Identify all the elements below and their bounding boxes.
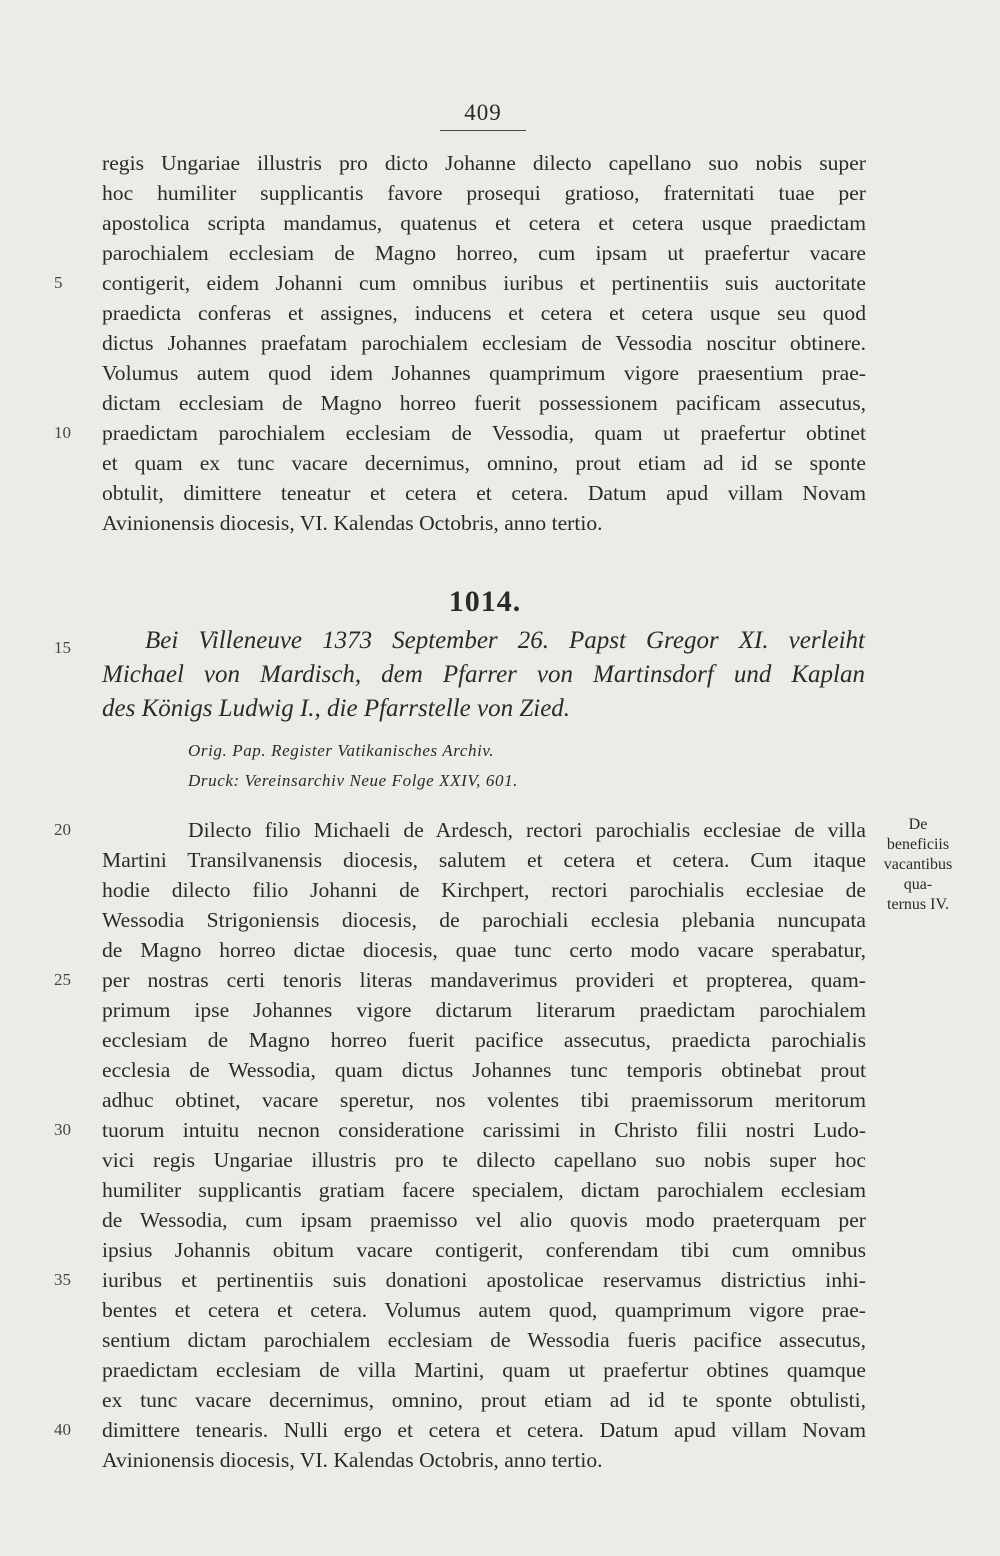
regest-line: Michael von Mardisch, dem Pfarrer von Martinsdorf und Kaplan [102, 661, 865, 688]
margin-note-line: vacantibus [883, 856, 953, 873]
text-line: praedictam parochialem ecclesiam de Vessodia, quam ut praefertur obtinet [102, 421, 866, 445]
text-line: adhuc obtinet, vacare speretur, nos volentes tibi praemissorum meritorum [102, 1088, 866, 1112]
text-line: de Magno horreo dictae diocesis, quae tunc certo modo vacare sperabatur, [102, 938, 866, 962]
text-line: ex tunc vacare decernimus, omnino, prout etiam ad id te sponte obtulisti, [102, 1388, 866, 1412]
line-number: 20 [54, 820, 71, 839]
document-number: 1014. [448, 585, 522, 618]
margin-note-line: qua- [903, 876, 933, 893]
text-line: apostolica scripta mandamus, quatenus et cetera et cetera usque praedictam [102, 211, 866, 235]
margin-note-line: ternus IV. [887, 896, 949, 913]
regest-line: des Königs Ludwig I., die Pfarrstelle von Zied. [102, 695, 571, 722]
text-line: ecclesiam de Magno horreo fuerit pacifice assecutus, praedicta parochialis [102, 1028, 866, 1052]
text-line: humiliter supplicantis gratiam facere specialem, dictam parochialem ecclesiam [102, 1178, 866, 1202]
text-line: sentium dictam parochialem ecclesiam de Wessodia fueris pacifice assecutus, [102, 1328, 866, 1352]
text-line: obtulit, dimittere teneatur et cetera et cetera. Datum apud villam Novam [102, 481, 866, 505]
margin-note-line: De [908, 816, 928, 833]
line-number: 15 [54, 638, 71, 657]
text-line: primum ipse Johannes vigore dictarum literarum praedictam parochialem [102, 998, 866, 1022]
line-number: 35 [54, 1270, 71, 1289]
text-line: contigerit, eidem Johanni cum omnibus iuribus et pertinentiis suis auctoritate [102, 271, 866, 295]
text-line: Martini Transilvanensis diocesis, salutem et cetera et cetera. Cum itaque [102, 848, 866, 872]
text-line: vici regis Ungariae illustris pro te dilecto capellano suo nobis super hoc [102, 1148, 866, 1172]
text-line: per nostras certi tenoris literas mandaverimus provideri et propterea, quam- [102, 968, 866, 992]
text-line: de Wessodia, cum ipsam praemisso vel alio quovis modo praeterquam per [102, 1208, 866, 1232]
text-line: hodie dilecto filio Johanni de Kirchpert, rectori parochialis ecclesiae de [102, 878, 866, 902]
text-line: Avinionensis diocesis, VI. Kalendas Octobris, anno tertio. [102, 1448, 603, 1472]
margin-note [870, 815, 966, 915]
line-number: 10 [54, 423, 71, 442]
line-number: 30 [54, 1120, 71, 1139]
text-line: dictus Johannes praefatam parochialem ecclesiam de Vessodia noscitur obtinere. [102, 331, 866, 355]
text-line: Avinionensis diocesis, VI. Kalendas Octobris, anno tertio. [102, 511, 603, 535]
text-line: tuorum intuitu necnon consideratione carissimi in Christo filii nostri Ludo- [102, 1118, 866, 1142]
text-line: ecclesia de Wessodia, quam dictus Johannes tunc temporis obtinebat prout [102, 1058, 866, 1082]
text-line: praedictam ecclesiam de villa Martini, quam ut praefertur obtines quamque [102, 1358, 866, 1382]
text-line: hoc humiliter supplicantis favore prosequi gratioso, fraternitati tuae per [102, 181, 866, 205]
text-line: praedicta conferas et assignes, inducens et cetera et cetera usque seu quod [102, 301, 866, 325]
line-number: 25 [54, 970, 71, 989]
text-line: regis Ungariae illustris pro dicto Johanne dilecto capellano suo nobis super [102, 151, 866, 175]
text-line: Wessodia Strigoniensis diocesis, de parochiali ecclesia plebania nuncupata [102, 908, 866, 932]
text-line: Volumus autem quod idem Johannes quamprimum vigore praesentium prae- [102, 361, 866, 385]
text-line: parochialem ecclesiam de Magno horreo, cum ipsam ut praefertur vacare [102, 241, 866, 265]
margin-note-line: beneficiis [886, 836, 950, 853]
page-number: 409 [440, 100, 526, 131]
text-line: iuribus et pertinentiis suis donationi apostolicae reservamus districtius inhi- [102, 1268, 866, 1292]
text-line: Dilecto filio Michaeli de Ardesch, rectori parochialis ecclesiae de villa [188, 818, 866, 842]
text-line: et quam ex tunc vacare decernimus, omnino, prout etiam ad id se sponte [102, 451, 866, 475]
source-print: Druck: Vereinsarchiv Neue Folge XXIV, 601. [188, 771, 519, 790]
text-line: ipsius Johannis obitum vacare contigerit, conferendam tibi cum omnibus [102, 1238, 866, 1262]
source-original: Orig. Pap. Register Vatikanisches Archiv. [188, 741, 495, 760]
line-number: 40 [54, 1420, 71, 1439]
line-number: 5 [54, 273, 63, 292]
regest-line: Bei Villeneuve 1373 September 26. Papst Gregor XI. verleiht [145, 627, 865, 654]
text-line: dimittere tenearis. Nulli ergo et cetera et cetera. Datum apud villam Novam [102, 1418, 866, 1442]
text-line: bentes et cetera et cetera. Volumus autem quod, quamprimum vigore prae- [102, 1298, 866, 1322]
text-line: dictam ecclesiam de Magno horreo fuerit possessionem pacificam assecutus, [102, 391, 866, 415]
